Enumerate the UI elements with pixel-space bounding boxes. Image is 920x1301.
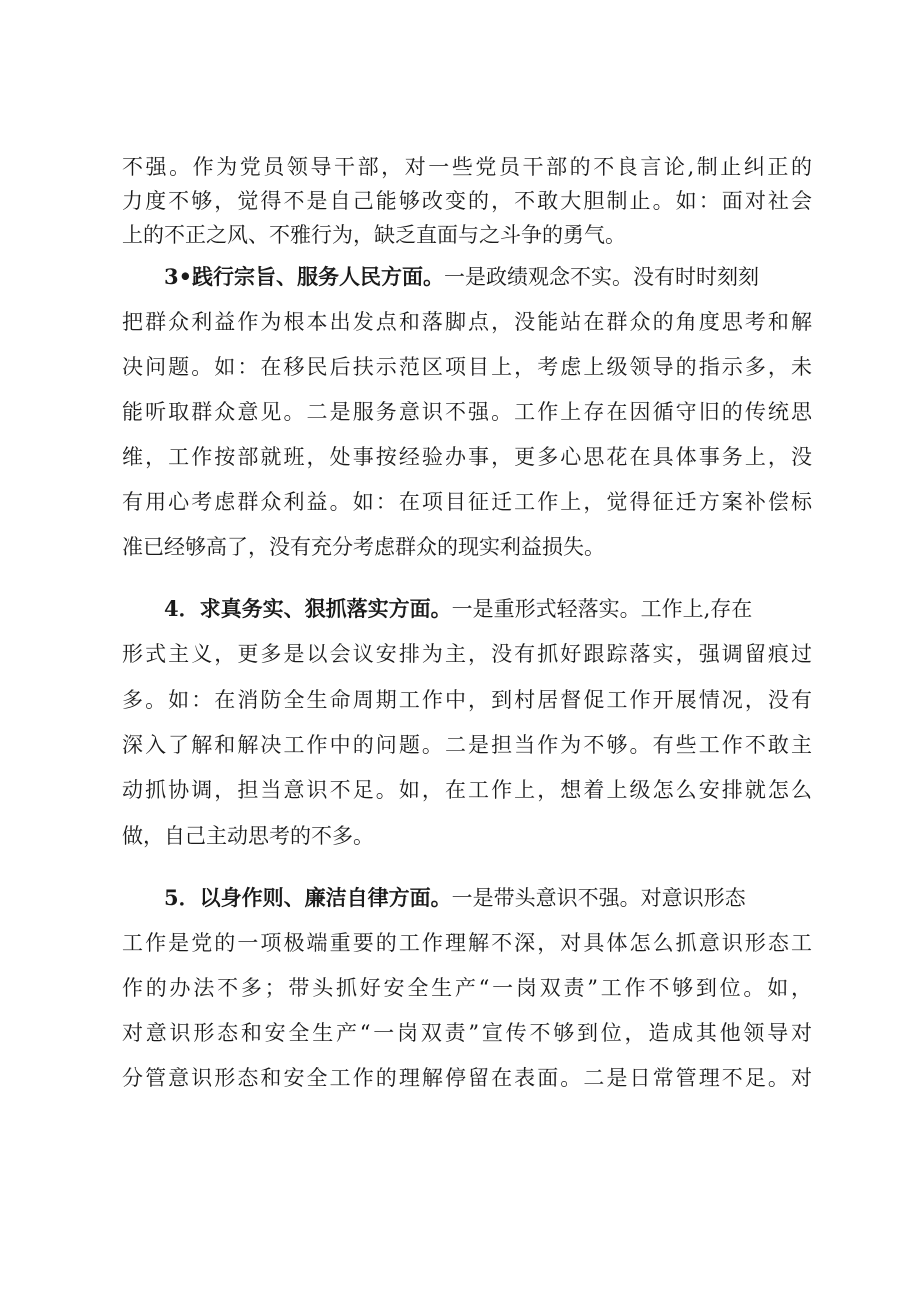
paragraph-line: 有用心考虑群众利益。如：在项目征迁工作上，觉得征迁方案补偿标 <box>122 490 812 514</box>
section4-first-line <box>164 591 812 627</box>
section3-heading: 3•践行宗旨、服务人民方面。 <box>164 264 445 289</box>
paragraph-line: 能听取群众意见。二是服务意识不强。工作上存在因循守旧的传统思 <box>122 400 812 424</box>
paragraph-line: 形式主义，更多是以会议安排为主，没有抓好跟踪落实，强调留痕过 <box>122 642 812 666</box>
paragraph-line: 力度不够，觉得不是自己能够改变的，不敢大胆制止。如：面对社会 <box>122 189 812 213</box>
paragraph-line: 深入了解和解决工作中的问题。二是担当作为不够。有些工作不敢主 <box>122 733 812 757</box>
paragraph-line: 准已经够高了，没有充分考虑群众的现实利益损失。 <box>122 535 605 559</box>
paragraph-line: 做，自己主动思考的不多。 <box>122 824 374 848</box>
paragraph-line: 不强。作为党员领导干部，对一些党员干部的不良言论,制止纠正的 <box>122 155 812 179</box>
paragraph-line: 维，工作按部就班，处事按经验办事，更多心思花在具体事务上，没 <box>122 445 812 469</box>
paragraph-line: 动抓协调，担当意识不足。如，在工作上，想着上级怎么安排就怎么 <box>122 778 812 802</box>
section5-first-line-text: 一是带头意识不强。对意识形态 <box>451 886 746 910</box>
paragraph-line: 分管意识形态和安全工作的理解停留在表面。二是日常管理不足。对 <box>122 1066 812 1090</box>
paragraph-line: 把群众利益作为根本出发点和落脚点，没能站在群众的角度思考和解 <box>122 310 812 334</box>
section4-heading: 4．求真务实、狠抓落实方面。 <box>164 596 452 621</box>
section4-first-line-text: 一是重形式轻落实。工作上,存在 <box>451 597 753 621</box>
paragraph-line: 决问题。如：在移民后扶示范区项目上，考虑上级领导的指示多，未 <box>122 355 812 379</box>
paragraph-line: 对意识形态和安全生产“一岗双责”宣传不够到位，造成其他领导对 <box>122 1021 812 1045</box>
section5-heading: 5．以身作则、廉洁自律方面。 <box>164 885 452 910</box>
paragraph-line: 作的办法不多；带头抓好安全生产“一岗双责”工作不够到位。如， <box>122 976 812 1000</box>
paragraph-line: 上的不正之风、不雅行为，缺乏直面与之斗争的勇气。 <box>122 223 626 247</box>
section3-first-line <box>164 259 812 295</box>
paragraph-line: 工作是党的一项极端重要的工作理解不深，对具体怎么抓意识形态工 <box>122 931 812 955</box>
section5-first-line <box>164 880 812 916</box>
section3-first-line-text: 一是政绩观念不实。没有时时刻刻 <box>444 265 760 289</box>
paragraph-line: 多。如：在消防全生命周期工作中，到村居督促工作开展情况，没有 <box>122 688 812 712</box>
